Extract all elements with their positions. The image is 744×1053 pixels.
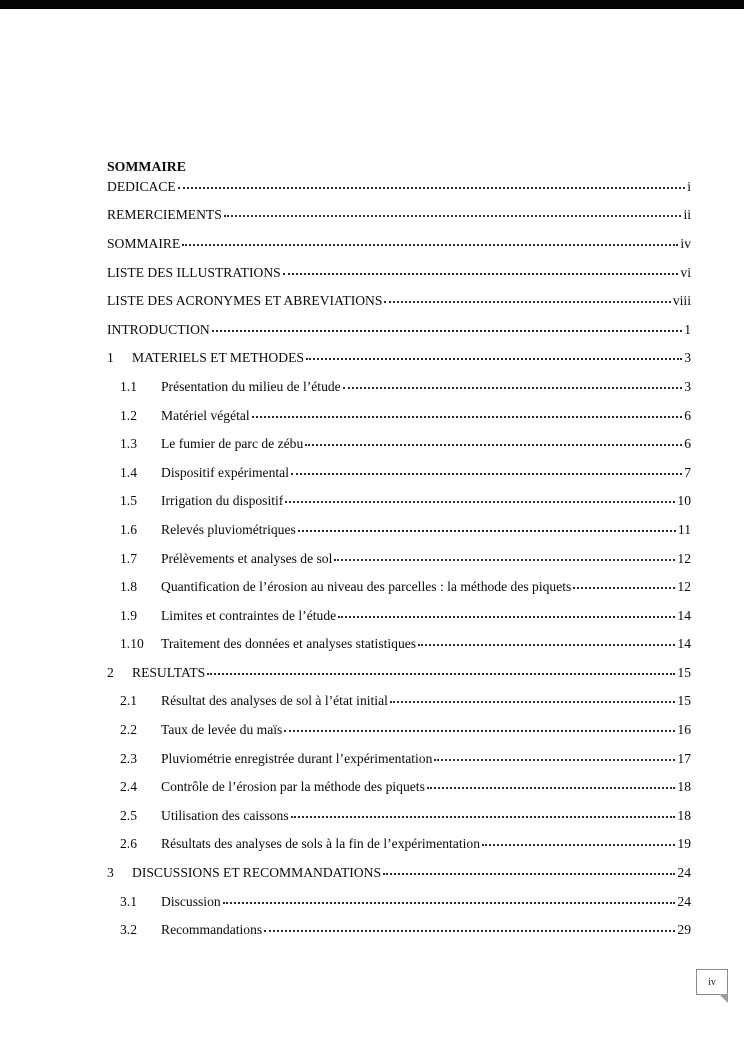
toc-entry <box>107 772 691 801</box>
toc-entry <box>107 915 691 944</box>
toc-entry-page: 10 <box>677 493 691 509</box>
toc-entry-label: Recommandations <box>161 922 263 938</box>
toc-entry-page: 3 <box>684 378 691 394</box>
toc-entry-label: Pluviométrie enregistrée durant l’expérimentation <box>161 750 433 766</box>
toc-entry-page: vi <box>680 264 691 280</box>
toc-entry-label: Contrôle de l’érosion par la méthode des piquets <box>161 779 425 795</box>
toc-entry-number: 3 <box>107 865 114 881</box>
toc-entry <box>107 515 691 544</box>
toc-entry-page: 24 <box>677 865 691 881</box>
toc-entry-number: 2.5 <box>120 807 137 823</box>
toc-entry-page: 12 <box>677 579 691 595</box>
toc-entry-page: 3 <box>684 350 691 366</box>
toc-entry-label: Matériel végétal <box>161 407 250 423</box>
dot-leader <box>178 187 685 189</box>
toc-entry-page: 18 <box>677 779 691 795</box>
document-page <box>107 158 691 944</box>
toc-entry-label: Taux de levée du maïs <box>161 722 283 738</box>
dot-leader <box>285 501 675 503</box>
toc-entry-label: Discussion <box>161 893 221 909</box>
toc-entry-page: ii <box>683 207 691 223</box>
toc-entry <box>107 487 691 516</box>
toc-heading: SOMMAIRE <box>107 159 186 174</box>
toc-entry-number: 2.1 <box>120 693 137 709</box>
dot-leader <box>338 616 675 618</box>
toc-entry-number: 1.4 <box>120 464 137 480</box>
toc-entry-label: Limites et contraintes de l’étude <box>161 607 337 623</box>
dot-leader <box>182 244 678 246</box>
toc-entry-label: Quantification de l’érosion au niveau des parcelles : la méthode des piquets <box>161 579 572 595</box>
toc-entry-label: DEDICACE <box>107 178 176 194</box>
toc-entry-number: 1.1 <box>120 378 137 394</box>
dot-leader <box>573 587 675 589</box>
toc-entry-page: 29 <box>677 922 691 938</box>
toc-entry <box>107 229 691 258</box>
toc-entry <box>107 258 691 287</box>
dot-leader <box>291 816 676 818</box>
dot-leader <box>252 416 683 418</box>
toc-entry-page: 17 <box>677 750 691 766</box>
toc-entry-label: Utilisation des caissons <box>161 807 289 823</box>
toc-list <box>107 172 691 944</box>
dot-leader <box>305 444 682 446</box>
toc-entry-label: LISTE DES ILLUSTRATIONS <box>107 264 281 280</box>
toc-entry <box>107 744 691 773</box>
toc-entry <box>107 315 691 344</box>
page-number: iv <box>708 976 716 988</box>
toc-entry-number: 1.5 <box>120 493 137 509</box>
toc-entry <box>107 687 691 716</box>
toc-entry-label: MATERIELS ET METHODES <box>132 350 304 366</box>
toc-entry-label: Présentation du milieu de l’étude <box>161 378 341 394</box>
toc-entry-label: INTRODUCTION <box>107 321 210 337</box>
toc-entry <box>107 401 691 430</box>
toc-entry <box>107 658 691 687</box>
toc-entry-page: iv <box>680 235 691 251</box>
toc-entry-page: i <box>687 178 691 194</box>
toc-entry-number: 1.8 <box>120 579 137 595</box>
toc-entry-label: RESULTATS <box>132 664 206 680</box>
dot-leader <box>298 530 676 532</box>
toc-entry <box>107 601 691 630</box>
toc-entry-label: Résultats des analyses de sols à la fin de l’expérimentation <box>161 836 480 852</box>
dot-leader <box>334 559 675 561</box>
dot-leader <box>418 644 675 646</box>
toc-entry <box>107 429 691 458</box>
toc-entry-number: 2.2 <box>120 722 137 738</box>
toc-entry <box>107 344 691 373</box>
dot-leader <box>434 759 675 761</box>
toc-entry-label: SOMMAIRE <box>107 235 181 251</box>
dot-leader <box>390 701 676 703</box>
dot-leader <box>427 787 676 789</box>
toc-entry-page: 11 <box>677 521 691 537</box>
toc-entry-label: Relevés pluviométriques <box>161 521 296 537</box>
toc-entry <box>107 572 691 601</box>
dot-leader <box>384 301 670 303</box>
dot-leader <box>383 873 675 875</box>
toc-entry-number: 3.1 <box>120 893 137 909</box>
toc-entry-number: 2.6 <box>120 836 137 852</box>
toc-entry <box>107 630 691 659</box>
toc-entry <box>107 286 691 315</box>
toc-entry-page: 19 <box>677 836 691 852</box>
dot-leader <box>482 844 675 846</box>
toc-entry-number: 1.2 <box>120 407 137 423</box>
toc-entry-page: 16 <box>677 722 691 738</box>
toc-entry-page: 15 <box>677 664 691 680</box>
toc-entry-label: Résultat des analyses de sol à l’état initial <box>161 693 388 709</box>
toc-entry-label: Prélèvements et analyses de sol <box>161 550 333 566</box>
toc-entry-page: 12 <box>677 550 691 566</box>
toc-entry-label: DISCUSSIONS ET RECOMMANDATIONS <box>132 865 382 881</box>
toc-entry-page: 6 <box>684 407 691 423</box>
dot-leader <box>343 387 683 389</box>
toc-entry-number: 2 <box>107 664 114 680</box>
toc-entry <box>107 830 691 859</box>
toc-entry <box>107 544 691 573</box>
toc-entry-label: Le fumier de parc de zébu <box>161 436 304 452</box>
toc-entry-page: 18 <box>677 807 691 823</box>
dot-leader <box>223 902 676 904</box>
toc-entry-page: 7 <box>684 464 691 480</box>
toc-entry-number: 3.2 <box>120 922 137 938</box>
dot-leader <box>306 358 682 360</box>
toc-entry-page: 1 <box>684 321 691 337</box>
dot-leader <box>212 330 683 332</box>
dot-leader <box>284 730 675 732</box>
toc-entry-label: Dispositif expérimental <box>161 464 289 480</box>
toc-entry-number: 1 <box>107 350 114 366</box>
toc-entry <box>107 172 691 201</box>
toc-entry <box>107 458 691 487</box>
toc-entry <box>107 201 691 230</box>
dot-leader <box>207 673 675 675</box>
toc-entry <box>107 715 691 744</box>
toc-entry-label: Traitement des données et analyses statistiques <box>161 636 417 652</box>
toc-entry-number: 1.7 <box>120 550 137 566</box>
toc-entry <box>107 858 691 887</box>
toc-entry-page: 6 <box>684 436 691 452</box>
dot-leader <box>283 273 679 275</box>
toc-entry-label: Irrigation du dispositif <box>161 493 284 509</box>
toc-entry-number: 1.3 <box>120 436 137 452</box>
toc-entry-number: 1.9 <box>120 607 137 623</box>
toc-entry <box>107 887 691 916</box>
dot-leader <box>264 930 675 932</box>
toc-entry-page: 14 <box>677 636 691 652</box>
toc-entry <box>107 801 691 830</box>
toc-entry-number: 2.4 <box>120 779 137 795</box>
toc-entry-page: viii <box>672 293 691 309</box>
toc-entry-page: 14 <box>677 607 691 623</box>
toc-entry <box>107 372 691 401</box>
toc-entry-page: 15 <box>677 693 691 709</box>
toc-entry-number: 1.6 <box>120 521 137 537</box>
toc-entry-number: 1.10 <box>120 636 144 652</box>
page-number-box <box>696 969 728 995</box>
dot-leader <box>224 215 682 217</box>
dot-leader <box>291 473 682 475</box>
toc-entry-number: 2.3 <box>120 750 137 766</box>
toc-entry-label: REMERCIEMENTS <box>107 207 222 223</box>
toc-entry-page: 24 <box>677 893 691 909</box>
toc-entry-label: LISTE DES ACRONYMES ET ABREVIATIONS <box>107 293 383 309</box>
scan-top-edge <box>0 0 744 9</box>
